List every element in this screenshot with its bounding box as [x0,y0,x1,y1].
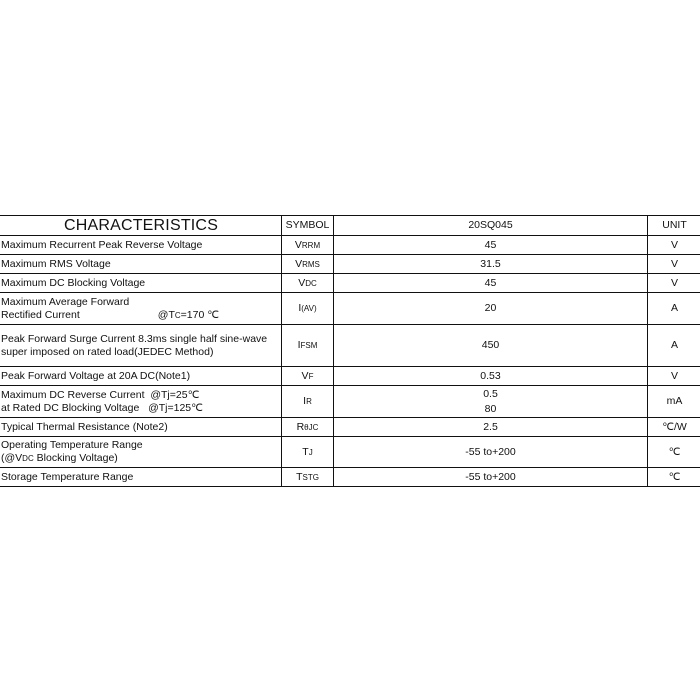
row-unit: V [648,274,700,293]
description-prefix: (@V [1,452,23,464]
condition [80,309,219,321]
row-symbol [282,437,334,468]
table-row [0,293,700,325]
description-text: Rectified Current [1,308,80,321]
description-line-1: Maximum DC Reverse Current @Tj=25℃ [1,388,200,401]
table-row [0,325,700,367]
table-row [0,418,700,437]
condition-sub: C [174,310,181,320]
row-symbol [282,293,334,325]
row-unit: V [648,236,700,255]
row-unit: ℃/W [648,418,700,437]
table-row [0,255,700,274]
row-value: 20 [334,293,648,325]
description-line-1: Operating Temperature Range [1,439,143,451]
table-row [0,274,700,293]
row-value: -55 to+200 [334,468,648,487]
symbol-sub: J [308,447,313,457]
row-description: Peak Forward Voltage at 20A DC(Note1) [0,367,282,386]
description-line-2: at Rated DC Blocking Voltage @Tj=125℃ [1,401,203,414]
symbol-main: I [298,302,302,314]
symbol-sub: (AV) [301,304,317,313]
symbol-sub: DC [305,278,317,288]
table-row [0,236,700,255]
table-row [0,468,700,487]
symbol-main: T [302,445,309,458]
header-part-number: 20SQ045 [334,216,648,236]
row-value: 2.5 [334,418,648,437]
characteristics-table [0,215,700,487]
row-description: Maximum RMS Voltage [0,255,282,274]
row-unit: ℃ [648,468,700,487]
condition-prefix: @T [157,308,175,321]
row-description [0,325,282,367]
row-unit: A [648,293,700,325]
row-value: 450 [334,325,648,367]
row-description: Typical Thermal Resistance (Note2) [0,418,282,437]
description-line-1: Peak Forward Surge Current 8.3ms single half sine-wave [1,332,268,345]
row-unit: A [648,325,700,367]
description-line-2 [1,452,281,465]
header-characteristics: CHARACTERISTICS [0,216,282,236]
row-symbol [282,367,334,386]
symbol-sub: STG [302,472,319,482]
value-line-1: 0.5 [483,387,498,400]
row-description: Storage Temperature Range [0,468,282,487]
symbol-main: V [295,257,303,270]
row-value: 45 [334,274,648,293]
description-suffix: Blocking Voltage) [33,452,118,464]
row-symbol [282,418,334,437]
row-value [334,386,648,418]
row-unit: mA [648,386,700,418]
row-symbol [282,468,334,487]
row-description: Maximum Recurrent Peak Reverse Voltage [0,236,282,255]
symbol-sub: F [308,371,314,381]
symbol-sub: R [306,397,312,406]
header-symbol: SYMBOL [282,216,334,236]
row-unit: V [648,367,700,386]
row-symbol [282,236,334,255]
symbol-main: R [296,420,305,433]
row-unit: V [648,255,700,274]
row-unit: ℃ [648,437,700,468]
row-symbol [282,325,334,367]
description-sub: DC [22,454,34,463]
description-line-2: super imposed on rated load(JEDEC Method) [1,345,214,358]
row-value: 45 [334,236,648,255]
symbol-sub: FSM [300,341,318,350]
symbol-sub: θJC [304,422,319,432]
condition-suffix: =170 ℃ [180,308,220,321]
symbol-sub: RRM [301,240,321,250]
symbol-main: T [296,470,303,483]
row-description: Maximum DC Blocking Voltage [0,274,282,293]
symbol-main: I [297,339,301,351]
header-row [0,216,700,236]
description-line-2 [1,309,281,322]
row-value: 31.5 [334,255,648,274]
row-symbol [282,386,334,418]
symbol-sub: RMS [302,259,320,269]
row-symbol [282,255,334,274]
description-line-1: Maximum Average Forward [1,295,130,308]
table-row [0,367,700,386]
table-row [0,437,700,468]
row-value: -55 to+200 [334,437,648,468]
symbol-main: I [303,395,307,407]
table-row [0,386,700,418]
symbol-main: V [298,276,306,289]
header-unit: UNIT [648,216,700,236]
symbol-main: V [294,238,302,251]
row-symbol [282,274,334,293]
row-description [0,437,282,468]
value-line-2: 80 [484,402,497,415]
row-value: 0.53 [334,367,648,386]
symbol-main: V [301,369,309,382]
row-description [0,386,282,418]
row-description [0,293,282,325]
